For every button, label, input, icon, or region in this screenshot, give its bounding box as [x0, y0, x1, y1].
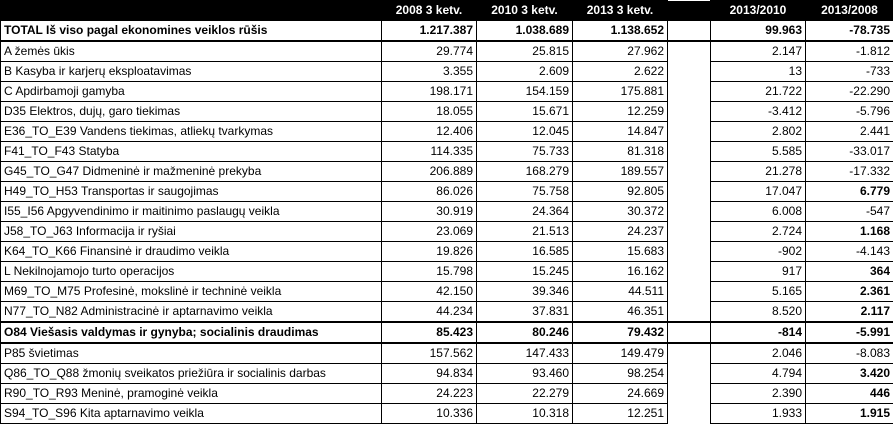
- table-row: [1, 222, 893, 242]
- diff-2013-2008-cell[interactable]: -17.332: [806, 162, 893, 182]
- value-2010-cell[interactable]: 39.346: [477, 282, 573, 302]
- diff-2013-2010-cell[interactable]: 21.722: [711, 82, 806, 102]
- table-row: [1, 82, 893, 102]
- table-row: [1, 302, 893, 323]
- value-2008-cell[interactable]: 206.889: [382, 162, 477, 182]
- value-2008-cell[interactable]: 85.423: [382, 322, 477, 343]
- table-row: [1, 41, 893, 62]
- header-cell-2010[interactable]: 2010 3 ketv.: [477, 1, 573, 21]
- diff-2013-2010-cell[interactable]: -814: [711, 322, 806, 343]
- table-row: [1, 322, 893, 343]
- diff-2013-2010-cell[interactable]: 2.724: [711, 222, 806, 242]
- activity-cell[interactable]: R90_TO_R93 Meninė, pramoginė veikla: [1, 384, 382, 404]
- gap-cell[interactable]: [668, 202, 711, 222]
- value-2010-cell[interactable]: 80.246: [477, 322, 573, 343]
- diff-2013-2010-cell[interactable]: 1.933: [711, 404, 806, 424]
- gap-cell[interactable]: [668, 384, 711, 404]
- value-2008-cell[interactable]: 114.335: [382, 142, 477, 162]
- activity-cell[interactable]: TOTAL Iš viso pagal ekonomines veiklos rūšis: [1, 21, 382, 42]
- value-2008-cell[interactable]: 23.069: [382, 222, 477, 242]
- value-2013-cell[interactable]: 81.318: [573, 142, 668, 162]
- value-2010-cell[interactable]: 75.733: [477, 142, 573, 162]
- value-2013-cell[interactable]: 12.259: [573, 102, 668, 122]
- gap-cell[interactable]: [668, 142, 711, 162]
- gap-cell[interactable]: [668, 242, 711, 262]
- diff-2013-2008-cell[interactable]: -33.017: [806, 142, 893, 162]
- value-2008-cell[interactable]: 198.171: [382, 82, 477, 102]
- header-cell-activity[interactable]: [1, 1, 382, 21]
- value-2013-cell[interactable]: 149.479: [573, 343, 668, 364]
- activity-cell[interactable]: M69_TO_M75 Profesinė, mokslinė ir techninė veikla: [1, 282, 382, 302]
- diff-2013-2008-cell[interactable]: 3.420: [806, 364, 893, 384]
- value-2013-cell[interactable]: 30.372: [573, 202, 668, 222]
- table-row: [1, 242, 893, 262]
- activity-cell[interactable]: P85 švietimas: [1, 343, 382, 364]
- activity-cell[interactable]: N77_TO_N82 Administracinė ir aptarnavimo veikla: [1, 302, 382, 323]
- value-2013-cell[interactable]: 27.962: [573, 41, 668, 62]
- diff-2013-2010-cell[interactable]: -902: [711, 242, 806, 262]
- activity-cell[interactable]: D35 Elektros, dujų, garo tiekimas: [1, 102, 382, 122]
- value-2008-cell[interactable]: 19.826: [382, 242, 477, 262]
- value-2010-cell[interactable]: 15.245: [477, 262, 573, 282]
- value-2013-cell[interactable]: 16.162: [573, 262, 668, 282]
- diff-2013-2010-cell[interactable]: 2.046: [711, 343, 806, 364]
- activity-cell[interactable]: O84 Viešasis valdymas ir gynyba; socialinis draudimas: [1, 322, 382, 343]
- gap-cell[interactable]: [668, 162, 711, 182]
- gap-cell[interactable]: [668, 302, 711, 323]
- value-2008-cell[interactable]: 29.774: [382, 41, 477, 62]
- value-2008-cell[interactable]: 42.150: [382, 282, 477, 302]
- diff-2013-2008-cell[interactable]: 364: [806, 262, 893, 282]
- value-2008-cell[interactable]: 24.223: [382, 384, 477, 404]
- gap-cell[interactable]: [668, 182, 711, 202]
- gap-cell[interactable]: [668, 282, 711, 302]
- value-2013-cell[interactable]: 44.511: [573, 282, 668, 302]
- diff-2013-2008-cell[interactable]: -4.143: [806, 242, 893, 262]
- diff-2013-2010-cell[interactable]: 17.047: [711, 182, 806, 202]
- value-2013-cell[interactable]: 79.432: [573, 322, 668, 343]
- value-2010-cell[interactable]: 24.364: [477, 202, 573, 222]
- diff-2013-2008-cell[interactable]: 2.117: [806, 302, 893, 323]
- value-2008-cell[interactable]: 18.055: [382, 102, 477, 122]
- value-2008-cell[interactable]: 30.919: [382, 202, 477, 222]
- diff-2013-2008-cell[interactable]: -22.290: [806, 82, 893, 102]
- value-2010-cell[interactable]: 10.318: [477, 404, 573, 424]
- diff-2013-2010-cell[interactable]: 6.008: [711, 202, 806, 222]
- activity-cell[interactable]: C Apdirbamoji gamyba: [1, 82, 382, 102]
- diff-2013-2010-cell[interactable]: 4.794: [711, 364, 806, 384]
- value-2010-cell[interactable]: 12.045: [477, 122, 573, 142]
- table-row: [1, 122, 893, 142]
- diff-2013-2010-cell[interactable]: 5.165: [711, 282, 806, 302]
- diff-2013-2008-cell[interactable]: -8.083: [806, 343, 893, 364]
- value-2008-cell[interactable]: 157.562: [382, 343, 477, 364]
- value-2008-cell[interactable]: 15.798: [382, 262, 477, 282]
- value-2008-cell[interactable]: 12.406: [382, 122, 477, 142]
- gap-cell[interactable]: [668, 262, 711, 282]
- gap-cell[interactable]: [668, 21, 711, 42]
- activity-cell[interactable]: F41_TO_F43 Statyba: [1, 142, 382, 162]
- diff-2013-2008-cell[interactable]: 6.779: [806, 182, 893, 202]
- table-row: [1, 21, 893, 42]
- table-row: [1, 404, 893, 424]
- table-row: [1, 102, 893, 122]
- value-2008-cell[interactable]: 44.234: [382, 302, 477, 323]
- diff-2013-2010-cell[interactable]: 99.963: [711, 21, 806, 42]
- diff-2013-2010-cell[interactable]: 2.390: [711, 384, 806, 404]
- gap-cell[interactable]: [668, 322, 711, 343]
- gap-cell[interactable]: [668, 82, 711, 102]
- value-2013-cell[interactable]: 24.237: [573, 222, 668, 242]
- value-2010-cell[interactable]: 37.831: [477, 302, 573, 323]
- value-2008-cell[interactable]: 86.026: [382, 182, 477, 202]
- gap-cell[interactable]: [668, 364, 711, 384]
- value-2010-cell[interactable]: 2.609: [477, 62, 573, 82]
- diff-2013-2010-cell[interactable]: 2.147: [711, 41, 806, 62]
- gap-cell[interactable]: [668, 343, 711, 364]
- value-2013-cell[interactable]: 175.881: [573, 82, 668, 102]
- value-2008-cell[interactable]: 10.336: [382, 404, 477, 424]
- diff-2013-2010-cell[interactable]: 13: [711, 62, 806, 82]
- value-2010-cell[interactable]: 22.279: [477, 384, 573, 404]
- diff-2013-2008-cell[interactable]: 446: [806, 384, 893, 404]
- table-row: [1, 62, 893, 82]
- value-2010-cell[interactable]: 75.758: [477, 182, 573, 202]
- diff-2013-2010-cell[interactable]: -3.412: [711, 102, 806, 122]
- value-2010-cell[interactable]: 147.433: [477, 343, 573, 364]
- value-2010-cell[interactable]: 93.460: [477, 364, 573, 384]
- activity-cell[interactable]: K64_TO_K66 Finansinė ir draudimo veikla: [1, 242, 382, 262]
- activity-cell[interactable]: Q86_TO_Q88 žmonių sveikatos priežiūra ir socialinis darbas: [1, 364, 382, 384]
- value-2008-cell[interactable]: 94.834: [382, 364, 477, 384]
- value-2013-cell[interactable]: 15.683: [573, 242, 668, 262]
- diff-2013-2010-cell[interactable]: 21.278: [711, 162, 806, 182]
- value-2013-cell[interactable]: 189.557: [573, 162, 668, 182]
- table-row: [1, 262, 893, 282]
- value-2013-cell[interactable]: 92.805: [573, 182, 668, 202]
- value-2008-cell[interactable]: 1.217.387: [382, 21, 477, 42]
- diff-2013-2008-cell[interactable]: 1.915: [806, 404, 893, 424]
- diff-2013-2008-cell[interactable]: -733: [806, 62, 893, 82]
- diff-2013-2008-cell[interactable]: 1.168: [806, 222, 893, 242]
- diff-2013-2010-cell[interactable]: 8.520: [711, 302, 806, 323]
- table-row: [1, 384, 893, 404]
- diff-2013-2010-cell[interactable]: 5.585: [711, 142, 806, 162]
- value-2013-cell[interactable]: 46.351: [573, 302, 668, 323]
- table-row: [1, 142, 893, 162]
- activity-cell[interactable]: E36_TO_E39 Vandens tiekimas, atliekų tvarkymas: [1, 122, 382, 142]
- table-row: [1, 282, 893, 302]
- value-2010-cell[interactable]: 21.513: [477, 222, 573, 242]
- value-2010-cell[interactable]: 16.585: [477, 242, 573, 262]
- value-2010-cell[interactable]: 1.038.689: [477, 21, 573, 42]
- gap-cell[interactable]: [668, 62, 711, 82]
- header-cell-2013-2010[interactable]: 2013/2010: [711, 1, 806, 21]
- activity-cell[interactable]: G45_TO_G47 Didmeninė ir mažmeninė prekyba: [1, 162, 382, 182]
- value-2013-cell[interactable]: 98.254: [573, 364, 668, 384]
- header-cell-2008[interactable]: 2008 3 ketv.: [382, 1, 477, 21]
- value-2010-cell[interactable]: 154.159: [477, 82, 573, 102]
- diff-2013-2010-cell[interactable]: 917: [711, 262, 806, 282]
- activity-cell[interactable]: B Kasyba ir karjerų eksploatavimas: [1, 62, 382, 82]
- diff-2013-2008-cell[interactable]: -547: [806, 202, 893, 222]
- header-cell-gap[interactable]: [668, 1, 711, 21]
- diff-2013-2008-cell[interactable]: -78.735: [806, 21, 893, 42]
- diff-2013-2008-cell[interactable]: -1.812: [806, 41, 893, 62]
- value-2008-cell[interactable]: 3.355: [382, 62, 477, 82]
- header-cell-2013[interactable]: 2013 3 ketv.: [573, 1, 668, 21]
- activity-cell[interactable]: L Nekilnojamojo turto operacijos: [1, 262, 382, 282]
- value-2013-cell[interactable]: 24.669: [573, 384, 668, 404]
- gap-cell[interactable]: [668, 122, 711, 142]
- value-2010-cell[interactable]: 25.815: [477, 41, 573, 62]
- diff-2013-2008-cell[interactable]: 2.441: [806, 122, 893, 142]
- table-row: [1, 202, 893, 222]
- activity-cell[interactable]: J58_TO_J63 Informacija ir ryšiai: [1, 222, 382, 242]
- header-row: [1, 1, 893, 21]
- diff-2013-2008-cell[interactable]: 2.361: [806, 282, 893, 302]
- value-2013-cell[interactable]: 12.251: [573, 404, 668, 424]
- value-2013-cell[interactable]: 14.847: [573, 122, 668, 142]
- table-row: [1, 162, 893, 182]
- gap-cell[interactable]: [668, 102, 711, 122]
- table-row: [1, 182, 893, 202]
- value-2010-cell[interactable]: 168.279: [477, 162, 573, 182]
- table-row: [1, 364, 893, 384]
- activity-cell[interactable]: S94_TO_S96 Kita aptarnavimo veikla: [1, 404, 382, 424]
- gap-cell[interactable]: [668, 222, 711, 242]
- activity-cell[interactable]: A žemės ūkis: [1, 41, 382, 62]
- activity-cell[interactable]: H49_TO_H53 Transportas ir saugojimas: [1, 182, 382, 202]
- value-2010-cell[interactable]: 15.671: [477, 102, 573, 122]
- gap-cell[interactable]: [668, 41, 711, 62]
- diff-2013-2010-cell[interactable]: 2.802: [711, 122, 806, 142]
- diff-2013-2008-cell[interactable]: -5.796: [806, 102, 893, 122]
- diff-2013-2008-cell[interactable]: -5.991: [806, 322, 893, 343]
- header-cell-2013-2008[interactable]: 2013/2008: [806, 1, 893, 21]
- table-row: [1, 343, 893, 364]
- gap-cell[interactable]: [668, 404, 711, 424]
- value-2013-cell[interactable]: 1.138.652: [573, 21, 668, 42]
- value-2013-cell[interactable]: 2.622: [573, 62, 668, 82]
- activity-cell[interactable]: I55_I56 Apgyvendinimo ir maitinimo paslaugų veikla: [1, 202, 382, 222]
